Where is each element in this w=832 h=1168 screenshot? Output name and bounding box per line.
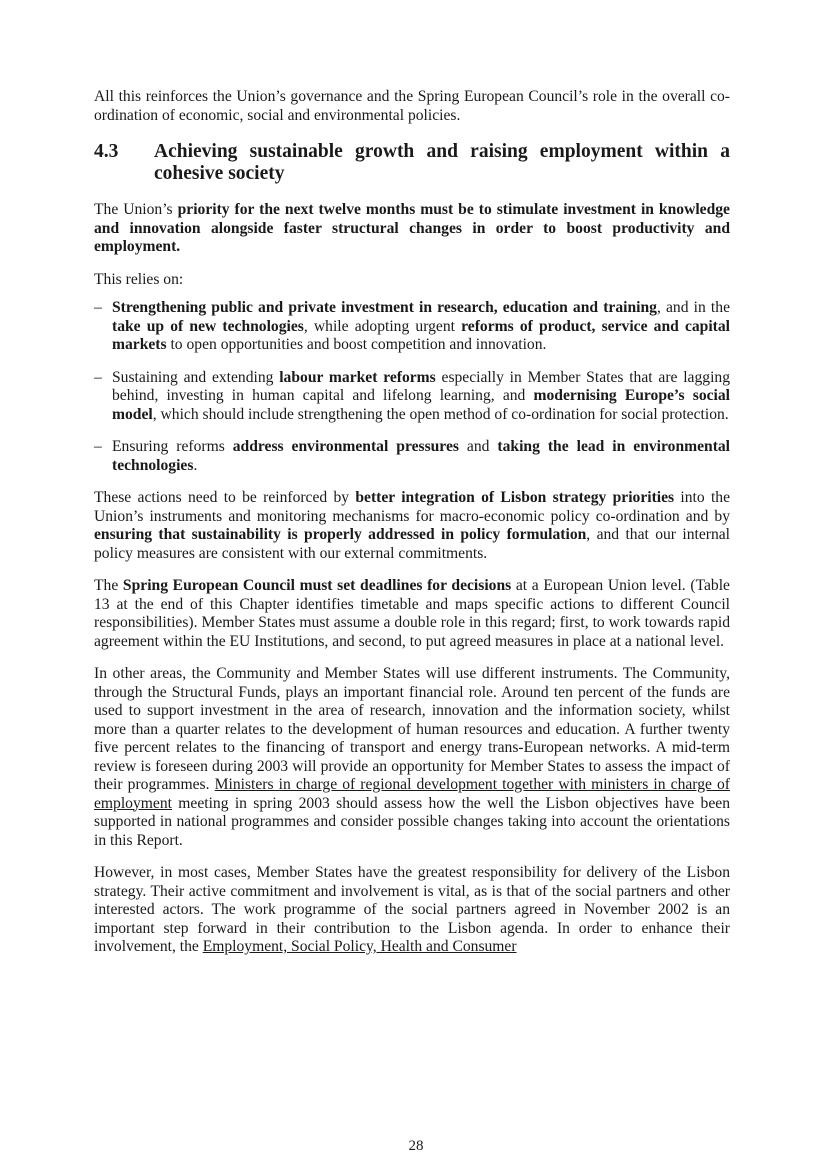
bullet-item-investment: [94, 299, 730, 355]
integration-bold: better integration of Lisbon strategy priorities: [355, 489, 675, 506]
section-heading: [94, 141, 730, 185]
section-title: Achieving sustainable growth and raising employment within a cohesive society: [154, 141, 730, 184]
intro-paragraph: [94, 88, 730, 125]
relies-paragraph: [94, 271, 730, 290]
integration-text: into the Union’s instruments and monitoring mechanisms for macro-economic policy co-ordination and by: [94, 489, 730, 525]
bullet-text: .: [193, 456, 198, 474]
other-areas-text: meeting in spring 2003 should assess how the well the Lisbon objectives have been supported in national programmes and consider possible changes taking into account the orientations in this Report.: [94, 794, 730, 849]
integration-text: , and that our internal policy measures are consistent with our external commitments.: [94, 526, 730, 562]
bullet-bold: labour market reforms: [279, 368, 436, 386]
integration-bold: ensuring that sustainability is properly addressed in policy formulation: [94, 526, 587, 543]
priority-lead: The Union’s: [94, 201, 178, 218]
bullet-bold: taking the lead in environmental technologies: [112, 438, 731, 474]
other-areas-paragraph: [94, 665, 730, 850]
bullet-text: Ensuring reforms: [112, 438, 233, 455]
deadlines-bold: Spring European Council must set deadlines for decisions: [122, 577, 512, 594]
deadlines-text: The: [94, 577, 123, 594]
other-areas-text: In other areas, the Community and Member States will use different instruments. The Community, through the Structural Funds, plays an important financial role. Around ten percent of the funds are used to support investment in the area of research, innovation and the information society, whilst more than a quarter relates to the development of human resources and education. A further twenty five percent relates to the financing of transport and energy trans-European networks. A mid-term review is foreseen during 2003 will provide an opportunity for Member States to assess the impact of their programmes.: [94, 665, 730, 793]
section-number: 4.3: [94, 141, 119, 162]
document-page: [94, 88, 730, 971]
bullet-item-environment: [94, 438, 730, 475]
intro-text: All this reinforces the Union’s governance and the Spring European Council’s role in the overall co-ordination of economic, social and environmental policies.: [94, 88, 730, 124]
bullet-bold: address environmental pressures: [232, 438, 459, 455]
bullet-text: , which should include strengthening the open method of co-ordination for social protection.: [152, 405, 729, 423]
bullet-bold: Strengthening public and private investment in research, education and training: [112, 299, 657, 316]
bullet-bold: modernising Europe’s social model: [112, 387, 731, 423]
ministers-underlined-text: Ministers in charge of regional development together with ministers in charge of employment: [94, 776, 730, 812]
bullet-text: especially in Member States that are lagging behind, investing in human capital and lifelong learning, and: [112, 368, 730, 404]
bullet-text: , and in the: [656, 299, 730, 316]
deadlines-paragraph: [94, 577, 730, 651]
however-text: However, in most cases, Member States have the greatest responsibility for delivery of the Lisbon strategy. Their active commitment and involvement is vital, as is that of the social partners and other interested actors. The work programme of the social partners agreed in November 2002 is an important step forward in their contribution to the Lisbon agenda. In order to enhance their involvement, the: [94, 864, 730, 955]
deadlines-text: at a European Union level. (Table 13 at the end of this Chapter identifies timetable and maps specific actions to different Council responsibilities). Member States must assume a double role in this regard; first, to work towards rapid agreement within the EU Institutions, and second, to put agreed measures in place at a national level.: [94, 577, 730, 650]
bullet-text: , while adopting urgent: [303, 317, 462, 335]
bullet-item-labour: [94, 369, 730, 425]
priority-paragraph: [94, 201, 730, 257]
relies-text: This relies on:: [94, 270, 184, 288]
however-paragraph: [94, 864, 730, 957]
bullet-bold: reforms of product, service and capital markets: [112, 317, 731, 353]
bullet-text: to open opportunities and boost competition and innovation.: [166, 336, 547, 353]
bullet-text: Sustaining and extending: [112, 368, 280, 386]
bullet-list: [94, 299, 730, 475]
council-underlined-text: Employment, Social Policy, Health and Consumer: [202, 938, 517, 955]
integration-text: These actions need to be reinforced by: [94, 489, 356, 506]
priority-bold: priority for the next twelve months must be to stimulate investment in knowledge and innovation alongside faster structural changes in order to boost productivity and employment.: [94, 201, 730, 255]
bullet-bold: take up of new technologies: [112, 317, 304, 335]
integration-paragraph: [94, 489, 730, 563]
bullet-text: and: [458, 438, 498, 455]
page-number: 28: [408, 1138, 424, 1154]
